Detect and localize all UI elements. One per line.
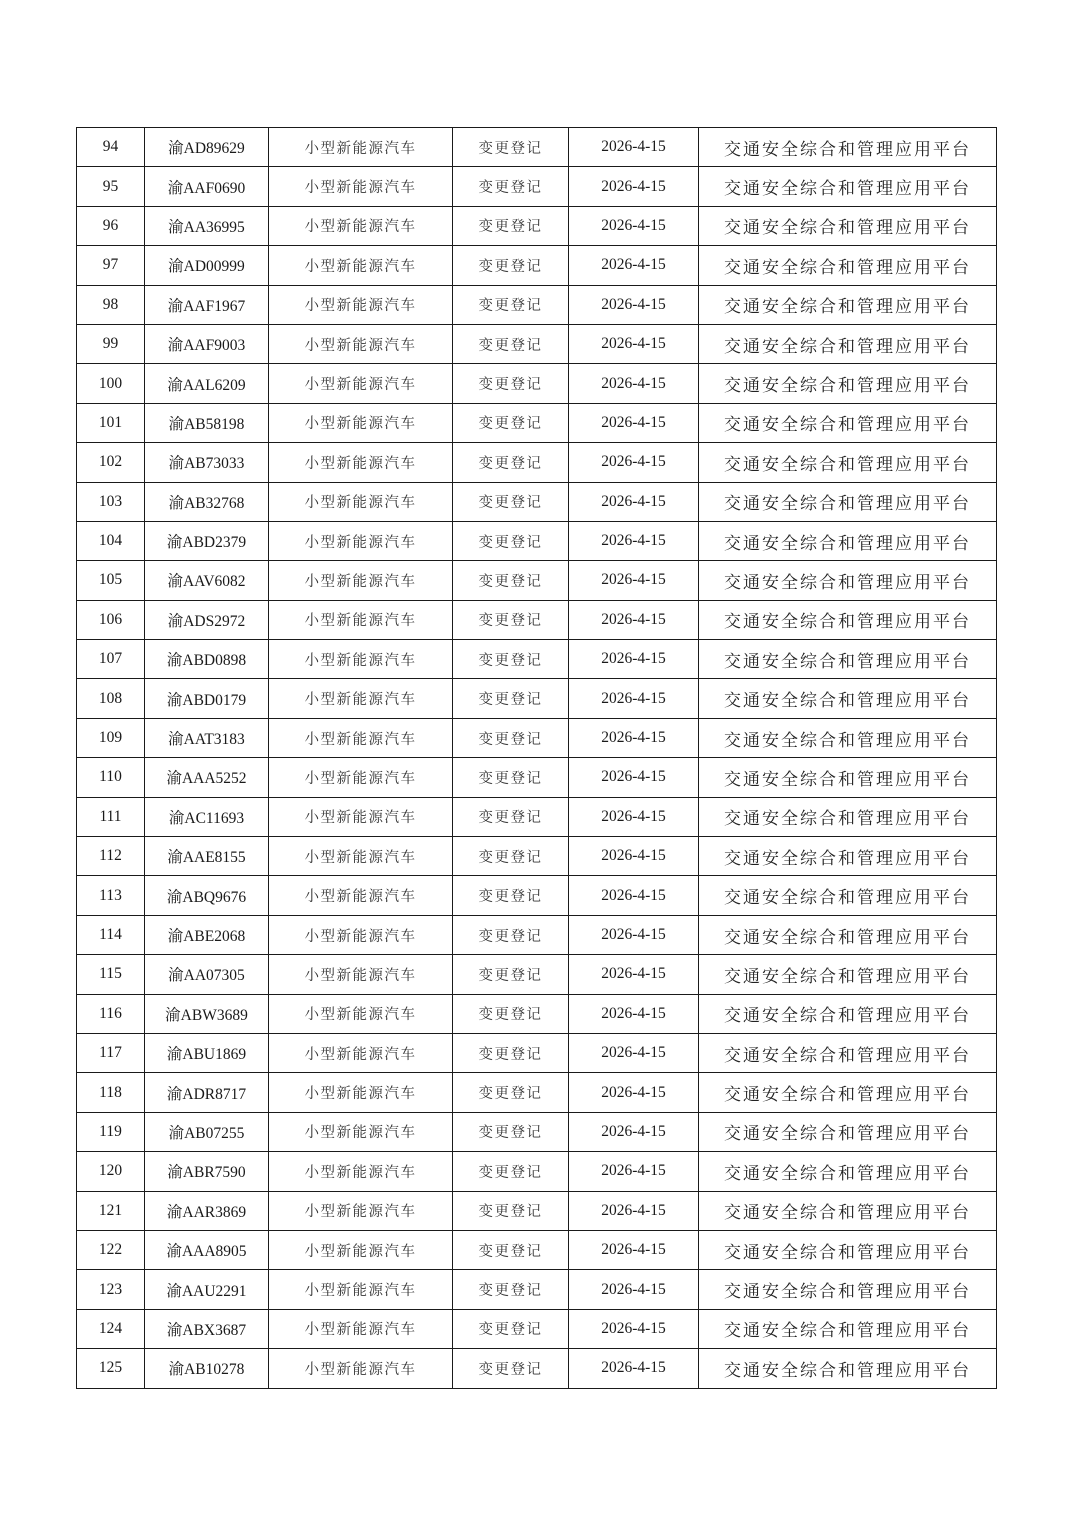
date-cell: 2026-4-15 (569, 797, 699, 836)
vehicle-type-cell: 小型新能源汽车 (269, 324, 453, 363)
vehicle-type-cell: 小型新能源汽车 (269, 285, 453, 324)
date-cell: 2026-4-15 (569, 561, 699, 600)
operation-type-cell: 变更登记 (453, 364, 569, 403)
vehicle-type-cell: 小型新能源汽车 (269, 167, 453, 206)
operation-type-cell: 变更登记 (453, 1230, 569, 1269)
platform-cell: 交通安全综合和管理应用平台 (699, 1349, 997, 1388)
platform-cell: 交通安全综合和管理应用平台 (699, 1309, 997, 1348)
table-row (77, 521, 997, 560)
plate-number-cell: 渝AAF9003 (145, 324, 269, 363)
vehicle-type-cell: 小型新能源汽车 (269, 403, 453, 442)
operation-type-cell: 变更登记 (453, 324, 569, 363)
row-number-cell: 107 (77, 640, 145, 679)
vehicle-type-cell: 小型新能源汽车 (269, 1152, 453, 1191)
operation-type-cell: 变更登记 (453, 285, 569, 324)
plate-number-cell: 渝AAF1967 (145, 285, 269, 324)
vehicle-type-cell: 小型新能源汽车 (269, 679, 453, 718)
operation-type-cell: 变更登记 (453, 758, 569, 797)
date-cell: 2026-4-15 (569, 128, 699, 167)
plate-number-cell: 渝ABX3687 (145, 1309, 269, 1348)
vehicle-type-cell: 小型新能源汽车 (269, 443, 453, 482)
vehicle-type-cell: 小型新能源汽车 (269, 1191, 453, 1230)
plate-number-cell: 渝ABD0179 (145, 679, 269, 718)
operation-type-cell: 变更登记 (453, 443, 569, 482)
table-row (77, 876, 997, 915)
platform-cell: 交通安全综合和管理应用平台 (699, 640, 997, 679)
plate-number-cell: 渝AAU2291 (145, 1270, 269, 1309)
plate-number-cell: 渝AA07305 (145, 955, 269, 994)
vehicle-type-cell: 小型新能源汽车 (269, 1033, 453, 1072)
table-row (77, 1033, 997, 1072)
platform-cell: 交通安全综合和管理应用平台 (699, 1230, 997, 1269)
vehicle-type-cell: 小型新能源汽车 (269, 876, 453, 915)
table-row (77, 679, 997, 718)
date-cell: 2026-4-15 (569, 206, 699, 245)
platform-cell: 交通安全综合和管理应用平台 (699, 403, 997, 442)
table-row (77, 640, 997, 679)
table-row (77, 561, 997, 600)
vehicle-type-cell: 小型新能源汽车 (269, 837, 453, 876)
row-number-cell: 95 (77, 167, 145, 206)
vehicle-type-cell: 小型新能源汽车 (269, 128, 453, 167)
vehicle-type-cell: 小型新能源汽车 (269, 1349, 453, 1388)
date-cell: 2026-4-15 (569, 1270, 699, 1309)
date-cell: 2026-4-15 (569, 1033, 699, 1072)
operation-type-cell: 变更登记 (453, 955, 569, 994)
platform-cell: 交通安全综合和管理应用平台 (699, 1073, 997, 1112)
row-number-cell: 115 (77, 955, 145, 994)
platform-cell: 交通安全综合和管理应用平台 (699, 521, 997, 560)
platform-cell: 交通安全综合和管理应用平台 (699, 1270, 997, 1309)
row-number-cell: 106 (77, 600, 145, 639)
date-cell: 2026-4-15 (569, 876, 699, 915)
plate-number-cell: 渝AAR3869 (145, 1191, 269, 1230)
plate-number-cell: 渝ABD0898 (145, 640, 269, 679)
date-cell: 2026-4-15 (569, 994, 699, 1033)
platform-cell: 交通安全综合和管理应用平台 (699, 679, 997, 718)
platform-cell: 交通安全综合和管理应用平台 (699, 561, 997, 600)
operation-type-cell: 变更登记 (453, 482, 569, 521)
vehicle-type-cell: 小型新能源汽车 (269, 561, 453, 600)
plate-number-cell: 渝AB10278 (145, 1349, 269, 1388)
vehicle-type-cell: 小型新能源汽车 (269, 758, 453, 797)
plate-number-cell: 渝AB32768 (145, 482, 269, 521)
table-row (77, 1270, 997, 1309)
date-cell: 2026-4-15 (569, 1349, 699, 1388)
operation-type-cell: 变更登记 (453, 837, 569, 876)
date-cell: 2026-4-15 (569, 364, 699, 403)
row-number-cell: 105 (77, 561, 145, 600)
plate-number-cell: 渝AAA8905 (145, 1230, 269, 1269)
plate-number-cell: 渝AAF0690 (145, 167, 269, 206)
table-row (77, 797, 997, 836)
plate-number-cell: 渝ABE2068 (145, 915, 269, 954)
platform-cell: 交通安全综合和管理应用平台 (699, 797, 997, 836)
operation-type-cell: 变更登记 (453, 994, 569, 1033)
row-number-cell: 125 (77, 1349, 145, 1388)
plate-number-cell: 渝AA36995 (145, 206, 269, 245)
date-cell: 2026-4-15 (569, 1191, 699, 1230)
plate-number-cell: 渝ADR8717 (145, 1073, 269, 1112)
date-cell: 2026-4-15 (569, 482, 699, 521)
platform-cell: 交通安全综合和管理应用平台 (699, 246, 997, 285)
operation-type-cell: 变更登记 (453, 206, 569, 245)
row-number-cell: 111 (77, 797, 145, 836)
date-cell: 2026-4-15 (569, 915, 699, 954)
vehicle-type-cell: 小型新能源汽车 (269, 915, 453, 954)
table-row (77, 128, 997, 167)
date-cell: 2026-4-15 (569, 640, 699, 679)
date-cell: 2026-4-15 (569, 443, 699, 482)
platform-cell: 交通安全综合和管理应用平台 (699, 443, 997, 482)
row-number-cell: 117 (77, 1033, 145, 1072)
row-number-cell: 99 (77, 324, 145, 363)
date-cell: 2026-4-15 (569, 285, 699, 324)
table-row (77, 915, 997, 954)
table-row (77, 994, 997, 1033)
vehicle-type-cell: 小型新能源汽车 (269, 994, 453, 1033)
vehicle-type-cell: 小型新能源汽车 (269, 1270, 453, 1309)
table-row (77, 403, 997, 442)
plate-number-cell: 渝ABQ9676 (145, 876, 269, 915)
row-number-cell: 116 (77, 994, 145, 1033)
table-row (77, 1309, 997, 1348)
row-number-cell: 118 (77, 1073, 145, 1112)
row-number-cell: 121 (77, 1191, 145, 1230)
platform-cell: 交通安全综合和管理应用平台 (699, 955, 997, 994)
row-number-cell: 110 (77, 758, 145, 797)
operation-type-cell: 变更登记 (453, 246, 569, 285)
platform-cell: 交通安全综合和管理应用平台 (699, 285, 997, 324)
operation-type-cell: 变更登记 (453, 561, 569, 600)
table-row (77, 955, 997, 994)
operation-type-cell: 变更登记 (453, 167, 569, 206)
date-cell: 2026-4-15 (569, 1112, 699, 1151)
table-row (77, 1152, 997, 1191)
platform-cell: 交通安全综合和管理应用平台 (699, 324, 997, 363)
date-cell: 2026-4-15 (569, 521, 699, 560)
platform-cell: 交通安全综合和管理应用平台 (699, 758, 997, 797)
plate-number-cell: 渝ABR7590 (145, 1152, 269, 1191)
vehicle-type-cell: 小型新能源汽车 (269, 206, 453, 245)
vehicle-type-cell: 小型新能源汽车 (269, 797, 453, 836)
row-number-cell: 103 (77, 482, 145, 521)
operation-type-cell: 变更登记 (453, 718, 569, 757)
operation-type-cell: 变更登记 (453, 1270, 569, 1309)
operation-type-cell: 变更登记 (453, 521, 569, 560)
plate-number-cell: 渝ABW3689 (145, 994, 269, 1033)
plate-number-cell: 渝AD00999 (145, 246, 269, 285)
table-row (77, 718, 997, 757)
date-cell: 2026-4-15 (569, 600, 699, 639)
row-number-cell: 122 (77, 1230, 145, 1269)
platform-cell: 交通安全综合和管理应用平台 (699, 1033, 997, 1072)
operation-type-cell: 变更登记 (453, 128, 569, 167)
platform-cell: 交通安全综合和管理应用平台 (699, 167, 997, 206)
row-number-cell: 113 (77, 876, 145, 915)
table-row (77, 1191, 997, 1230)
platform-cell: 交通安全综合和管理应用平台 (699, 876, 997, 915)
date-cell: 2026-4-15 (569, 1073, 699, 1112)
vehicle-type-cell: 小型新能源汽车 (269, 364, 453, 403)
date-cell: 2026-4-15 (569, 403, 699, 442)
vehicle-type-cell: 小型新能源汽车 (269, 600, 453, 639)
vehicle-type-cell: 小型新能源汽车 (269, 246, 453, 285)
date-cell: 2026-4-15 (569, 758, 699, 797)
date-cell: 2026-4-15 (569, 167, 699, 206)
table-row (77, 364, 997, 403)
date-cell: 2026-4-15 (569, 1152, 699, 1191)
platform-cell: 交通安全综合和管理应用平台 (699, 482, 997, 521)
date-cell: 2026-4-15 (569, 246, 699, 285)
vehicle-registration-table (76, 127, 997, 1389)
plate-number-cell: 渝AAV6082 (145, 561, 269, 600)
operation-type-cell: 变更登记 (453, 1112, 569, 1151)
table-row (77, 206, 997, 245)
row-number-cell: 100 (77, 364, 145, 403)
date-cell: 2026-4-15 (569, 718, 699, 757)
platform-cell: 交通安全综合和管理应用平台 (699, 837, 997, 876)
operation-type-cell: 变更登记 (453, 600, 569, 639)
operation-type-cell: 变更登记 (453, 876, 569, 915)
platform-cell: 交通安全综合和管理应用平台 (699, 718, 997, 757)
vehicle-type-cell: 小型新能源汽车 (269, 718, 453, 757)
plate-number-cell: 渝ADS2972 (145, 600, 269, 639)
operation-type-cell: 变更登记 (453, 679, 569, 718)
platform-cell: 交通安全综合和管理应用平台 (699, 1152, 997, 1191)
platform-cell: 交通安全综合和管理应用平台 (699, 1191, 997, 1230)
platform-cell: 交通安全综合和管理应用平台 (699, 600, 997, 639)
table-row (77, 600, 997, 639)
operation-type-cell: 变更登记 (453, 640, 569, 679)
vehicle-type-cell: 小型新能源汽车 (269, 640, 453, 679)
platform-cell: 交通安全综合和管理应用平台 (699, 206, 997, 245)
platform-cell: 交通安全综合和管理应用平台 (699, 994, 997, 1033)
operation-type-cell: 变更登记 (453, 1191, 569, 1230)
table-row (77, 443, 997, 482)
operation-type-cell: 变更登记 (453, 1073, 569, 1112)
operation-type-cell: 变更登记 (453, 403, 569, 442)
table-row (77, 1112, 997, 1151)
vehicle-type-cell: 小型新能源汽车 (269, 1230, 453, 1269)
operation-type-cell: 变更登记 (453, 1349, 569, 1388)
row-number-cell: 97 (77, 246, 145, 285)
plate-number-cell: 渝AB73033 (145, 443, 269, 482)
date-cell: 2026-4-15 (569, 837, 699, 876)
platform-cell: 交通安全综合和管理应用平台 (699, 915, 997, 954)
row-number-cell: 94 (77, 128, 145, 167)
operation-type-cell: 变更登记 (453, 915, 569, 954)
table-row (77, 324, 997, 363)
table-row (77, 1230, 997, 1269)
date-cell: 2026-4-15 (569, 955, 699, 994)
date-cell: 2026-4-15 (569, 1230, 699, 1269)
vehicle-type-cell: 小型新能源汽车 (269, 1073, 453, 1112)
vehicle-type-cell: 小型新能源汽车 (269, 1112, 453, 1151)
plate-number-cell: 渝AB07255 (145, 1112, 269, 1151)
table-row (77, 285, 997, 324)
plate-number-cell: 渝AC11693 (145, 797, 269, 836)
plate-number-cell: 渝AAT3183 (145, 718, 269, 757)
table-row (77, 1073, 997, 1112)
row-number-cell: 120 (77, 1152, 145, 1191)
row-number-cell: 114 (77, 915, 145, 954)
platform-cell: 交通安全综合和管理应用平台 (699, 364, 997, 403)
table-body (77, 128, 997, 1389)
plate-number-cell: 渝AB58198 (145, 403, 269, 442)
row-number-cell: 96 (77, 206, 145, 245)
table-row (77, 167, 997, 206)
plate-number-cell: 渝AAL6209 (145, 364, 269, 403)
date-cell: 2026-4-15 (569, 679, 699, 718)
operation-type-cell: 变更登记 (453, 1309, 569, 1348)
plate-number-cell: 渝AD89629 (145, 128, 269, 167)
table-row (77, 482, 997, 521)
platform-cell: 交通安全综合和管理应用平台 (699, 128, 997, 167)
row-number-cell: 124 (77, 1309, 145, 1348)
row-number-cell: 108 (77, 679, 145, 718)
row-number-cell: 98 (77, 285, 145, 324)
vehicle-type-cell: 小型新能源汽车 (269, 1309, 453, 1348)
row-number-cell: 119 (77, 1112, 145, 1151)
date-cell: 2026-4-15 (569, 1309, 699, 1348)
date-cell: 2026-4-15 (569, 324, 699, 363)
operation-type-cell: 变更登记 (453, 797, 569, 836)
plate-number-cell: 渝ABD2379 (145, 521, 269, 560)
vehicle-type-cell: 小型新能源汽车 (269, 482, 453, 521)
table-row (77, 246, 997, 285)
row-number-cell: 109 (77, 718, 145, 757)
row-number-cell: 101 (77, 403, 145, 442)
vehicle-type-cell: 小型新能源汽车 (269, 521, 453, 560)
operation-type-cell: 变更登记 (453, 1152, 569, 1191)
operation-type-cell: 变更登记 (453, 1033, 569, 1072)
row-number-cell: 112 (77, 837, 145, 876)
table-row (77, 758, 997, 797)
row-number-cell: 102 (77, 443, 145, 482)
platform-cell: 交通安全综合和管理应用平台 (699, 1112, 997, 1151)
table-row (77, 1349, 997, 1388)
plate-number-cell: 渝AAA5252 (145, 758, 269, 797)
plate-number-cell: 渝ABU1869 (145, 1033, 269, 1072)
plate-number-cell: 渝AAE8155 (145, 837, 269, 876)
row-number-cell: 104 (77, 521, 145, 560)
row-number-cell: 123 (77, 1270, 145, 1309)
vehicle-type-cell: 小型新能源汽车 (269, 955, 453, 994)
table-row (77, 837, 997, 876)
